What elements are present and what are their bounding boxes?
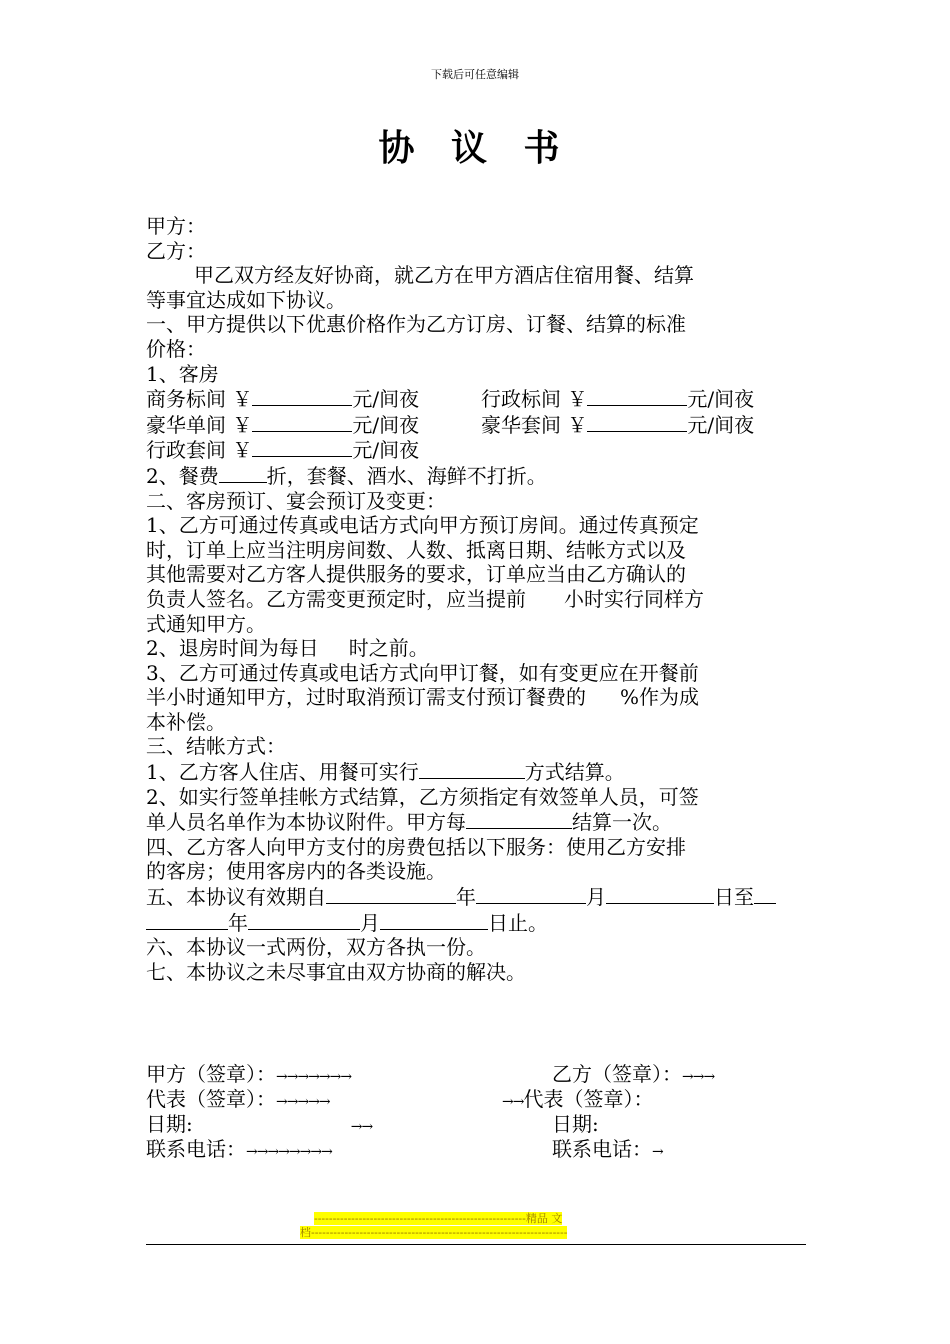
room-unit: 元/间夜 <box>687 387 755 412</box>
blank-field <box>326 884 456 904</box>
text-segment: 1、乙方客人住店、用餐可实行 <box>146 760 419 785</box>
signature-row-seal <box>146 1062 806 1087</box>
room-row-3 <box>146 437 806 463</box>
text-segment: 半小时通知甲方，过时取消预订需支付预订餐费的 <box>146 685 586 710</box>
text-segment: 日至 <box>714 885 754 910</box>
section-1-heading-cont: 价格： <box>146 336 206 361</box>
signature-row-date <box>146 1112 806 1137</box>
blank-field <box>252 412 352 432</box>
arrow-marks: →→ <box>350 1119 373 1135</box>
arrow-marks: →→→→→ <box>276 1094 330 1110</box>
blank-field <box>252 386 352 406</box>
arrow-marks: → <box>652 1144 663 1160</box>
room-name: 豪华单间 ￥ <box>146 412 253 437</box>
blank-field <box>606 884 714 904</box>
section-6: 六、本协议一式两份，双方各执一份。 <box>146 935 486 960</box>
room-row-2 <box>146 412 806 438</box>
text-segment: 2、餐费 <box>146 463 219 488</box>
section-2-1-line-5: 式通知甲方。 <box>146 611 266 636</box>
section-7: 七、本协议之未尽事宜由双方协商的解决。 <box>146 959 526 984</box>
text-segment: 年 <box>228 910 248 935</box>
room-row-1 <box>146 386 806 412</box>
text-segment: 结算一次。 <box>572 810 672 835</box>
document-body <box>146 214 806 984</box>
section-2-1-line-2: 时，订单上应当注明房间数、人数、抵离日期、结帐方式以及 <box>146 537 686 562</box>
blank-field <box>587 412 687 432</box>
party-b-seal-label: 乙方（签章）： <box>552 1062 682 1086</box>
arrow-marks: →→→→→→→→ <box>246 1144 332 1160</box>
party-a-date-label: 日期: <box>146 1112 193 1136</box>
party-a-line: 甲方： <box>146 214 206 238</box>
party-b-rep-label: 代表（签章）： <box>523 1087 654 1111</box>
blank-field <box>476 884 586 904</box>
text-segment: 单人员名单作为本协议附件。甲方每 <box>146 810 466 835</box>
section-3-1 <box>146 759 806 785</box>
blank-field <box>380 910 488 930</box>
section-1-1: 1、客房 <box>146 361 219 386</box>
intro-line-2: 等事宜达成如下协议。 <box>146 287 346 312</box>
section-3-2-line-2 <box>146 809 806 835</box>
party-a-tel-label: 联系电话： <box>146 1137 246 1161</box>
text-segment: 负责人签名。乙方需变更预定时，应当提前 <box>146 586 526 611</box>
signature-row-tel <box>146 1137 806 1162</box>
blank-field <box>146 910 228 930</box>
text-segment: 2、退房时间为每日 <box>146 636 319 661</box>
party-a-rep-label: 代表（签章）： <box>146 1087 276 1111</box>
footer-rule <box>146 1244 806 1245</box>
section-4-line-2: 的客房；使用客房内的各类设施。 <box>146 859 446 884</box>
section-2-1-line-1: 1、乙方可通过传真或电话方式向甲方预订房间。通过传真预定 <box>146 513 699 538</box>
room-name: 商务标间 ￥ <box>146 387 253 412</box>
blank-field <box>248 910 360 930</box>
section-2-3-line-2 <box>146 685 806 710</box>
room-unit: 元/间夜 <box>687 412 755 437</box>
blank-field <box>252 437 352 457</box>
room-name: 行政套间 ￥ <box>146 438 253 463</box>
section-4-line-1: 四、乙方客人向甲方支付的房费包括以下服务：使用乙方安排 <box>146 834 686 859</box>
blank-field <box>419 759 525 779</box>
room-name: 豪华套间 ￥ <box>481 412 588 437</box>
text-segment: 时之前。 <box>348 636 429 661</box>
page-header: 下载后可任意编辑 <box>431 68 519 81</box>
room-unit: 元/间夜 <box>352 412 420 437</box>
section-2-3-line-3: 本补偿。 <box>146 709 226 734</box>
section-3-2-line-1: 2、如实行签单挂帐方式结算，乙方须指定有效签单人员，可签 <box>146 784 699 809</box>
party-b-line: 乙方： <box>146 238 206 263</box>
section-5-line-2 <box>146 910 806 936</box>
text-segment: 五、本协议有效期自 <box>146 885 326 910</box>
signature-row-rep <box>146 1087 806 1112</box>
section-1-2 <box>146 463 806 489</box>
text-segment: 年 <box>456 885 476 910</box>
section-2-1-line-3: 其他需要对乙方客人提供服务的要求，订单应当由乙方确认的 <box>146 562 686 587</box>
arrow-marks: →→→ <box>682 1069 715 1085</box>
signature-block <box>146 1062 806 1162</box>
text-segment: 小时实行同样方 <box>564 586 704 611</box>
arrow-marks: →→→→→→→ <box>276 1069 352 1085</box>
section-2-2 <box>146 636 806 661</box>
section-3-heading: 三、结帐方式： <box>146 734 286 759</box>
party-a-seal-label: 甲方（签章）： <box>146 1062 276 1086</box>
section-5-line-1 <box>146 884 806 910</box>
text-segment: 折，套餐、酒水、海鲜不打折。 <box>266 463 547 488</box>
footer-line-2: 档--------------------------------------------------------------------- <box>300 1226 568 1239</box>
footer-watermark <box>300 1212 645 1240</box>
text-segment: 方式结算。 <box>524 760 625 785</box>
blank-field <box>587 386 687 406</box>
arrow-marks: →→ <box>502 1094 524 1110</box>
blank-field <box>754 884 776 904</box>
blank-field <box>466 809 572 829</box>
room-unit: 元/间夜 <box>352 438 420 463</box>
text-segment: 月 <box>586 885 606 910</box>
section-1-heading: 一、甲方提供以下优惠价格作为乙方订房、订餐、结算的标准 <box>146 312 686 337</box>
section-2-heading: 二、客房预订、宴会预订及变更： <box>146 488 446 513</box>
section-2-1-line-4 <box>146 587 806 612</box>
party-b-tel-label: 联系电话： <box>552 1137 652 1161</box>
text-segment: 日止。 <box>488 910 548 935</box>
text-segment: 月 <box>360 910 380 935</box>
section-2-3-line-1: 3、乙方可通过传真或电话方式向甲订餐，如有变更应在开餐前 <box>146 660 699 685</box>
intro-line-1: 甲乙双方经友好协商，就乙方在甲方酒店住宿用餐、结算 <box>194 263 694 288</box>
room-name: 行政标间 ￥ <box>481 387 588 412</box>
party-b-date-label: 日期: <box>552 1112 599 1136</box>
blank-field <box>219 463 267 483</box>
text-segment: %作为成 <box>620 685 700 710</box>
room-unit: 元/间夜 <box>352 387 420 412</box>
document-title: 协 议 书 <box>378 127 572 169</box>
footer-line-1: ---------------------------------------------------------精品 文 <box>314 1212 563 1225</box>
